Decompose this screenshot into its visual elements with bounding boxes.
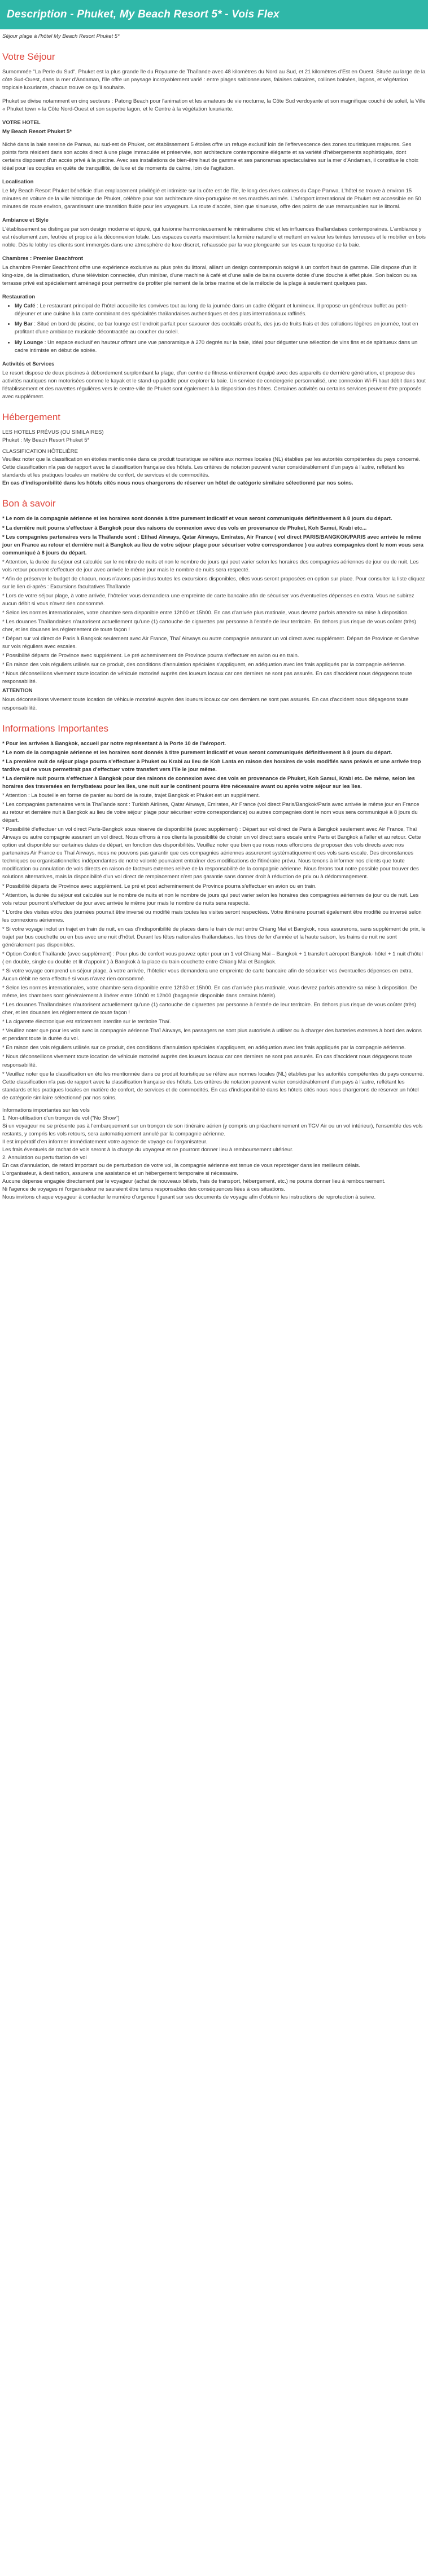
- note-item: * L'ordre des visites et/ou des journées pourrait être inversé ou modifié mais toutes les visites seront respectées. Votre itinéraire pourrait également être modifié ou inversé selon les connexions aériennes.: [2, 909, 422, 923]
- note-item: * Attention, la durée du séjour est calculée sur le nombre de nuits et non le nombre de jours qui peut varier selon les horaires des compagnies aériennes de jour ou de nuit. Les vols retour pourront s'effectuer de jour avec arrivée le même jour mais le nombre de nuits sera respecté.: [2, 558, 419, 573]
- note-item: * Selon les normes internationales, votre chambre sera disponible entre 12h00 et 15h00. En cas d'arrivée plus matinale, vous devrez parfois attendre sa mise à disposition.: [2, 610, 409, 616]
- section-heading-bon-a-savoir: Bon à savoir: [2, 498, 56, 509]
- note-line: Ni l'agence de voyages ni l'organisateur ne sauraient être tenus responsables des conséquences liées à ces situations.: [2, 1186, 286, 1193]
- content: [0, 29, 428, 1201]
- subheading: Chambres : Premier Beachfront: [2, 256, 84, 262]
- infos-list: [2, 740, 426, 1102]
- note-item: * Le nom de la compagnie aérienne et les horaires sont donnés à titre purement indicatif et vous seront communiqués définitivement à 8 jours du départ.: [2, 749, 392, 756]
- hotel-list: Phuket : My Beach Resort Phuket 5*: [2, 437, 90, 444]
- paragraph: Le My Beach Resort Phuket bénéficie d'un emplacement privilégié et intimiste sur la côte est de l'île, le long des rives calmes du Cape Panwa. L'hôtel se trouve à environ 15 minutes en voiture de la ville historique de Phuket, célèbre pour son architecture sino-portugaise et ses marchés animés. L'aéroport international de Phuket est accessible en 50 minutes de route environ, garantissant une transition fluide pour les voyageurs. La route d'accès, bien que sinueuse, offre des points de vue remarquables sur le littoral.: [2, 187, 421, 210]
- note-line: Nous invitons chaque voyageur à contacter le numéro d'urgence figurant sur ses documents de voyage afin d'obtenir les instructions de reprotection à suivre.: [2, 1194, 376, 1201]
- note-item: * La cigarette électronique est strictement interdite sur le territoire Thaï.: [2, 1019, 171, 1025]
- note-line: Les frais éventuels de rachat de vols seront à la charge du voyageur et ne pourront donner lieu à remboursement ultérieur.: [2, 1146, 294, 1153]
- list-item: • My Café : Le restaurant principal de l'hôtel accueille les convives tout au long de la journée dans un cadre élégant et lumineux. Il propose un généreux buffet au petit-déjeuner et une cuisine à la carte combinant des spécialités thaïlandaises authentiques et des plats internationaux raffinés.: [15, 302, 426, 318]
- note-item: * Les douanes Thaïlandaises n'autorisent actuellement qu'une (1) cartouche de cigarettes par personne à l'entrée de leur territoire. En dehors plus risque de vous coûter (très) cher, et les douanes les réglementent de toute façon !: [2, 1002, 416, 1016]
- note-line: Si un voyageur ne se présente pas à l'embarquement sur un tronçon de son itinéraire aérien (y compris un préacheminement en TGV Air ou un vol intérieur), l'ensemble des vols restants, y compris les vols retours, sera automatiquement annulé par la compagnie aérienne.: [2, 1122, 423, 1137]
- note-line: L'organisateur, à destination, assurera une assistance et un hébergement temporaire si nécessaire.: [2, 1170, 238, 1177]
- note-line: 1. Non-utilisation d'un tronçon de vol ("No Show"): [2, 1115, 120, 1121]
- section-heading-hebergement: Hébergement: [2, 411, 61, 422]
- list-item: • My Bar : Situé en bord de piscine, ce bar lounge est l'endroit parfait pour savourer des cocktails créatifs, des jus de fruits frais et des collations légères en journée, tout en profitant d'une ambiance musicale décontractée au coucher du soleil.: [15, 320, 426, 336]
- note-item: * Selon les normes internationales, votre chambre sera disponible entre 12h30 et 15h00. En cas d'arrivée plus matinale, vous devrez parfois attendre sa mise à disposition. De même, les chambres sont généralement à libérer entre 10h00 et 12h00 (bagagerie disponible dans certains hôtels).: [2, 985, 417, 999]
- note-item: * Attention, la durée du séjour est calculée sur le nombre de nuits et non le nombre de jours qui peut varier selon les horaires des compagnies aériennes de jour ou de nuit. Les vols retour pourront s'effectuer de jour avec arrivée le même jour mais le nombre de nuits sera respecté.: [2, 892, 419, 906]
- note-item: * Nous déconseillons vivement toute location de véhicule motorisé auprès des loueurs locaux car ces derniers ne sont pas assurés. En cas d'accident nous dégageons toute responsabilité.: [2, 1054, 412, 1068]
- note-item: * Les douanes Thaïlandaises n'autorisent actuellement qu'une (1) cartouche de cigarettes par personne à l'entrée de leur territoire. En dehors plus risque de vous coûter (très) cher, et les douanes les réglementent de toute façon !: [2, 619, 416, 633]
- note-item: * Le nom de la compagnie aérienne et les horaires sont donnés à titre purement indicatif et vous seront communiqués définitivement à 8 jours du départ.: [2, 516, 392, 522]
- note-item: * La dernière nuit pourra s'effectuer à Bangkok pour des raisons de connexion avec des vols en provenance de Phuket, Koh Samui, Krabi etc...: [2, 525, 367, 531]
- note-item: * Les compagnies partenaires vers la Thaïlande sont : Turkish Airlines, Qatar Airways, Emirates, Air France (vol direct Paris/Bangkok/Paris avec arrivée le même jour en France au retour et dernière nuit à Bangkok au lieu de votre séjour plage pour sécuriser votre correspondance) ou autres compagnies dont le nom vous sera communiqué à 8 jours du départ.: [2, 802, 420, 824]
- note-item: * Possibilité départs de Province avec supplément. Le pré acheminement de Province pourra s'effectuer en avion ou en train.: [2, 653, 299, 659]
- note-item: * Veuillez noter que pour les vols avec la compagnie aérienne Thaï Airways, les passagers ne sont plus autorisés à utiliser ou à charger des batteries externes à bord des avions et pendant toute la durée du vol.: [2, 1028, 422, 1042]
- title-banner: [0, 0, 428, 29]
- subheading: Ambiance et Style: [2, 217, 49, 223]
- note-line: Aucune dépense engagée directement par le voyageur (achat de nouveaux billets, frais de transport, hébergement, etc.) ne pourra donner lieu à remboursement.: [2, 1178, 386, 1185]
- subheading: My Beach Resort Phuket 5*: [2, 129, 72, 135]
- note-line: Il est impératif d'en informer immédiatement votre agence de voyage ou l'organisateur.: [2, 1138, 208, 1145]
- note-line: En cas d'annulation, de retard important ou de perturbation de votre vol, la compagnie aérienne est tenue de vous reprotéger dans les meilleurs délais.: [2, 1162, 360, 1169]
- section-heading-votre-sejour: Votre Séjour: [2, 51, 55, 63]
- note-item: * Veuillez noter que la classification en étoiles mentionnée dans ce produit touristique se réfère aux normes locales (NL) établies par les autorités compétentes du pays concerné. Cette classification n'a pas de rapport avec la classification française des hôtels. Les critères de notation peuvent varier considérablement d'un pays à l'autre, reflétant les standards et les pratiques locales en matière de confort, de services et de commodités. En cas d'indisponibilité dans les hôtels cités nous nous chargerons de réserver un hôtel de catégorie similaire sélectionné par nos soins.: [2, 1071, 424, 1101]
- subheading: LES HOTELS PRÉVUS (OU SIMILAIRES): [2, 429, 104, 435]
- subheading: Informations importantes sur les vols: [2, 1107, 90, 1113]
- restaurant-list: [2, 302, 426, 354]
- note-item: * Les compagnies partenaires vers la Thaïlande sont : Etihad Airways, Qatar Airways, Emirates, Air France ( vol direct PARIS/BANGKOK/PARIS avec arrivée le même jour en France au retour et dernière nuit à Bangkok au lieu de votre séjour plage pour sécuriser votre correspondance ) ou autres compagnies dont le nom vous sera communiqué à 8 jours du départ.: [2, 534, 423, 556]
- note-item: Nous déconseillons vivement toute location de véhicule motorisé auprès des loueurs locaux car ces derniers ne sont pas assurés. En cas d'accident nous dégageons toute responsabilité.: [2, 697, 409, 711]
- paragraph: L'établissement se distingue par son design moderne et épuré, qui fusionne harmonieusement le minimalisme chic et les influences thaïlandaises contemporaines. L'ambiance y est résolument zen, feutrée et propice à la déconnexion totale. Les espaces ouverts maximisent la lumière naturelle et mettent en valeur les teintes terreuses et le mobilier en bois noble. Dès le lobby les clients sont immergés dans une atmosphère de luxe discret, rehaussée par la vue plongeante sur les eaux turquoise de la baie.: [2, 226, 426, 249]
- paragraph: Veuillez noter que la classification en étoiles mentionnée dans ce produit touristique se réfère aux normes locales (NL) établies par les autorités compétentes du pays concerné. Cette classification n'a pas de rapport avec la classification française des hôtels. Les critères de notation peuvent varier considérablement d'un pays à l'autre, reflétant les standards et les pratiques locales en matière de confort, de services et de commodités.: [2, 456, 421, 479]
- subheading: Activités et Services: [2, 360, 55, 367]
- note-item: * La dernière nuit pourra s'effectuer à Bangkok pour des raisons de connexion avec des vols en provenance de Phuket, Koh Samui, Krabi etc. De même, selon les horaires des traversées en ferry/bateau pour les îles, une nuit sur le continent pourra être nécessaire avant ou après votre séjour sur les îles.: [2, 775, 415, 790]
- note-item: * Afin de préserver le budget de chacun, nous n'avons pas inclus toutes les excursions disponibles, elles vous seront proposées en option sur place. Pour consulter la liste cliquez sur le lien ci-après : Excursions facultatives Thaïlande: [2, 575, 425, 590]
- note-item: * La première nuit de séjour plage pourra s'effectuer à Phuket ou Krabi au lieu de Koh Lanta en raison des horaires de vols modifiés sans préavis et une arrivée trop tardive qui ne vous permettrait pas d'effectuer votre transfert vers l'île le jour même.: [2, 758, 421, 773]
- note-item: * Possibilité départs de Province avec supplément. Le pré et post acheminement de Province pourra s'effectuer en avion ou en train.: [2, 883, 317, 890]
- subheading: Localisation: [2, 178, 34, 185]
- page-title: Description - Phuket, My Beach Resort 5* - Vois Flex: [7, 8, 279, 20]
- note-item: * Possibilité d'effectuer un vol direct Paris-Bangkok sous réserve de disponibilité (avec supplément) : Départ sur vol direct de Paris à Bangkok seulement avec Air France, Thaï Airways ou autre compagnie assurant un vol direct. Nous offrons à nos clients la possibilité de choisir un vol direct sans escale entre Paris et Bangkok à l'aller et au retour. Cette option est disponible sur certaines dates de départ, en fonction des disponibilités. Veuillez noter que bien que nous nous efforcions de proposer des vols directs avec nos partenaires Air France ou Thaï Airways, nous ne pouvons pas garantir que ces compagnies aériennes assureront systématiquement ces vols sans escale. Des circonstances techniques ou organisationnelles indépendantes de notre volonté pourraient entraîner des modifications de l'itinéraire prévu. Nous tenons à informer nos clients que toute modification ou annulation de vols directs en raison de facteurs externes relève de la responsabilité de la compagnie aérienne. Nous ferons tout notre possible pour trouver des solutions alternatives, mais la disponibilité d'un vol direct de remplacement n'est pas garantie sans donner droit à réduction de prix ou à dédommagement.: [2, 826, 421, 880]
- page: [0, 0, 428, 1201]
- paragraph: Surnommée "La Perle du Sud", Phuket est la plus grande île du Royaume de Thaïlande avec 48 kilomètres du Nord au Sud, et 21 kilomètres d'Est en Ouest. Située au large de la côte Sud-Ouest, dans la mer d'Andaman, l'île offre un paysage incroyablement varié : entre plages sablonneuses, falaises calcaires, collines boisées, lagons, et végétation tropicale luxuriante, chacun trouve ce qu'il souhaite.: [2, 69, 426, 91]
- note-item: * En raison des vols réguliers utilisés sur ce produit, des conditions d'annulation spéciales s'appliquent, en adéquation avec les frais appliqués par la compagnie aérienne.: [2, 1045, 406, 1051]
- note-item: * Attention : La bouteille en forme de panier au bord de la route, trajet Bangkok et Phuket est un supplément.: [2, 792, 260, 799]
- intro-text: Séjour plage à l'hôtel My Beach Resort Phuket 5*: [2, 33, 120, 39]
- paragraph: En cas d'indisponibilité dans les hôtels cités nous nous chargerons de réserver un hôtel de catégorie similaire sélectionné par nos soins.: [2, 480, 353, 487]
- subheading: VOTRE HOTEL: [2, 120, 41, 126]
- section-heading-infos: Informations Importantes: [2, 723, 109, 734]
- note-item: ATTENTION: [2, 688, 33, 694]
- note-item: * Départ sur vol direct de Paris à Bangkok seulement avec Air France, Thaï Airways ou autre compagnie assurant un vol direct avec supplément. Départ de Province et Genève sur vols réguliers avec escales.: [2, 636, 420, 650]
- note-item: * En raison des vols réguliers utilisés sur ce produit, des conditions d'annulation spéciales s'appliquent, en adéquation avec les frais appliqués par la compagnie aérienne.: [2, 662, 406, 668]
- subheading: Restauration: [2, 294, 36, 301]
- note-item: * Nous déconseillons vivement toute location de véhicule motorisé auprès des loueurs locaux car ces derniers ne sont pas assurés. En cas d'accident nous dégageons toute responsabilité.: [2, 671, 412, 685]
- list-item: • My Lounge : Un espace exclusif en hauteur offrant une vue panoramique à 270 degrés sur la baie, idéal pour déguster une sélection de vins fins et de spiritueux dans un cadre intimiste en début de soirée.: [15, 339, 426, 355]
- subheading: CLASSIFICATION HÔTELIÈRE: [2, 448, 78, 455]
- paragraph: La chambre Premier Beachfront offre une expérience exclusive au plus près du littoral, alliant un design contemporain soigné à un confort haut de gamme. Elle dispose d'un lit king-size, de la climatisation, d'une télévision connectée, d'un minibar, d'une machine à café et d'une salle de bains ouverte dotée d'une douche à effet pluie. Son balcon ou sa terrasse privé est spécialement aménagé pour permettre de profiter pleinement de la brise marine et de la mélodie de la plage à seulement quelques pas.: [2, 265, 417, 287]
- note-item: * Si votre voyage comprend un séjour plage, à votre arrivée, l'hôtelier vous demandera une empreinte de carte bancaire afin de sécuriser vos éventuelles dépenses en extra. Aucun débit ne sera effectué si vous n'avez rien consommé.: [2, 967, 413, 983]
- note-line: 2. Annulation ou perturbation de vol: [2, 1155, 87, 1161]
- note-item: * Option Confort Thaïlande (avec supplément) : Pour plus de confort vous pouvez opter pour un 1 vol Chiang Mai – Bangkok + 1 transfert aéroport Bangkok- hôtel + 1 nuit d'hôtel ( en double, single ou double et lit d'appoint ) à Bangkok à la place du train couchette entre Chiang Mai et Bangkok.: [2, 950, 423, 965]
- note-item: * Pour les arrivées à Bangkok, accueil par notre représentant à la Porte 10 de l'aéroport.: [2, 740, 226, 747]
- note-item: * Si votre voyage inclut un trajet en train de nuit, en cas d'indisponibilité de places dans le train de nuit entre Chiang Mai et Bangkok, nous assurerons, sans supplément de prix, le trajet par bus couchette ou en bus avec une nuit d'hôtel. Durant les fêtes nationales thaïlandaises, les titres de fer d'année et la haute saison, les trains de nuit ne sont généralement pas disponibles.: [2, 926, 426, 948]
- paragraph: Phuket se divise notamment en cinq secteurs : Patong Beach pour l'animation et les amateurs de vie nocturne, la Côte Sud verdoyante et son magnifique couché de soleil, la Ville « Phuket town » la Côte Nord-Ouest et son superbe lagon, et le Centre à la végétation luxuriante.: [2, 98, 426, 113]
- paragraph: Le resort dispose de deux piscines à débordement surplombant la plage, d'un centre de fitness entièrement équipé avec des appareils de dernière génération, et propose des activités nautiques non motorisées comme le kayak et le stand-up paddle pour explorer la baie. Un service de conciergerie personnalisé, une connexion Wi-Fi haut débit dans tout l'établissement et des navettes régulières vers le centre-ville de Phuket sont également à la disposition des hôtes. Certaines activités ou certains services peuvent être proposés avec supplément.: [2, 369, 426, 400]
- bon-a-savoir-list: [2, 515, 426, 712]
- important-flight-info: [2, 1115, 426, 1202]
- paragraph: Niché dans la baie sereine de Panwa, au sud-est de Phuket, cet établissement 5 étoiles offre un refuge exclusif loin de l'effervescence des zones touristiques majeures. Ses points forts résident dans son accès direct à une plage immaculée et préservée, son architecture contemporaine élégante et sa variété d'hébergements sophistiqués, dont certains disposent d'un accès privé à la piscine. Avec ses installations de bien-être haut de gamme et ses panoramas spectaculaires sur la mer d'Andaman, il constitue le choix idéal pour les couples en quête de tranquillité, de luxe et de moments de calme, loin de l'agitation.: [2, 141, 418, 171]
- note-item: * Lors de votre séjour plage, à votre arrivée, l'hôtelier vous demandera une empreinte de carte bancaire afin de sécuriser vos éventuelles dépenses en extra. Vous ne subirez aucun débit si vous n'avez rien consommé.: [2, 592, 414, 607]
